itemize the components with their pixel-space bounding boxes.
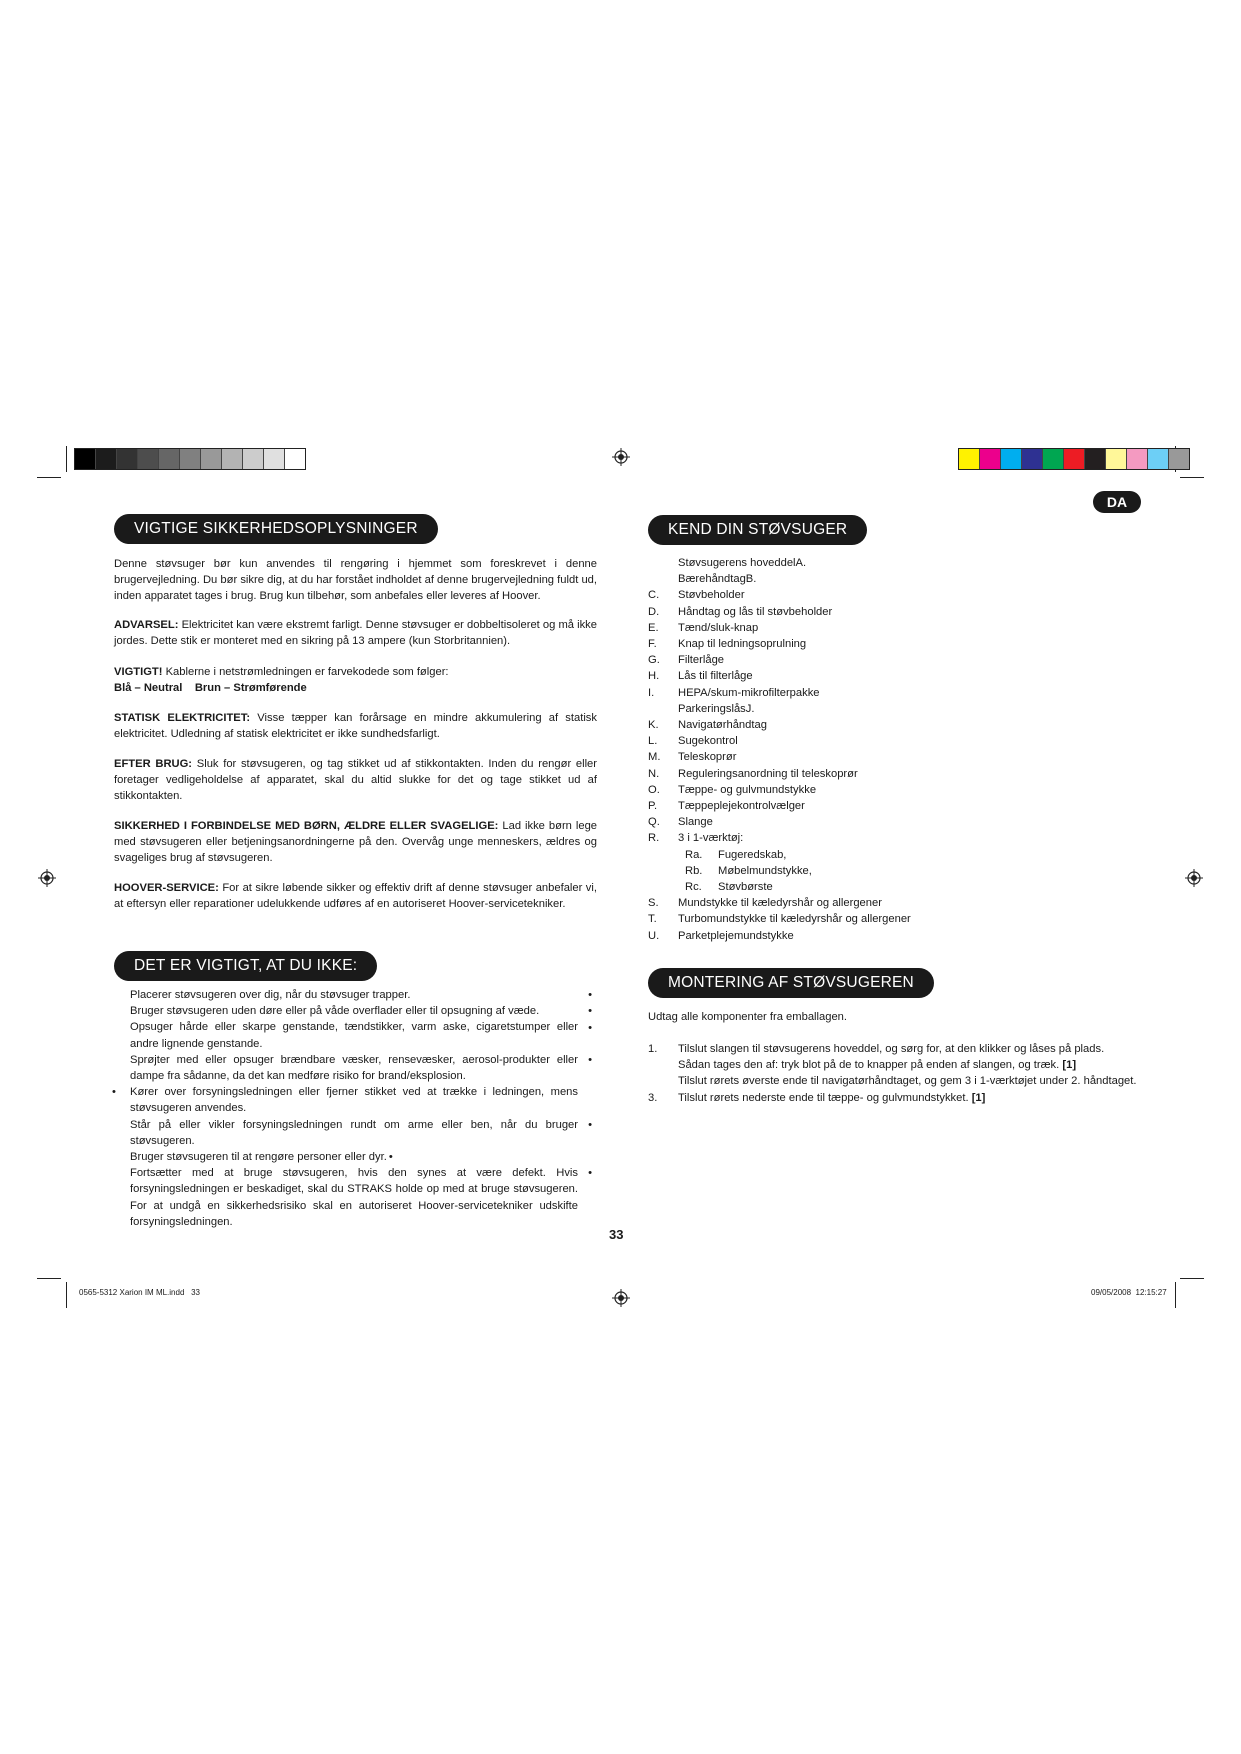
page-number: 33 — [609, 1227, 624, 1242]
donts-list — [112, 987, 592, 1230]
list-item: O. Tæppe- og gulvmundstykke — [648, 783, 817, 796]
static-paragraph — [114, 710, 597, 742]
assembly-intro: Udtag alle komponenter fra emballagen. — [648, 1011, 848, 1023]
important-paragraph — [114, 664, 597, 696]
know-your-vacuum-heading: KEND DIN STØVSUGER — [648, 515, 867, 545]
bullet-icon: • — [388, 1151, 393, 1164]
list-item: 3. Tilslut rørets nederste ende til tæppe- og gulvmundstykket. [1] — [648, 1091, 986, 1104]
list-item: K. Navigatørhåndtag — [648, 719, 767, 732]
gray-swatch — [75, 449, 96, 469]
list-item: N. Reguleringsanordning til teleskoprør — [648, 767, 858, 780]
figure-reference: [1] — [1062, 1059, 1077, 1072]
crop-mark — [1175, 1282, 1176, 1308]
registration-mark-icon — [612, 1289, 630, 1307]
gray-swatch — [201, 449, 222, 469]
children-paragraph — [114, 818, 597, 867]
warning-text: Elektricitet kan være ekstremt farligt. Denne støvsuger er dobbeltisoleret og må ikke jordes. Dette stik er monteret med en sikring på 13 ampere (kun Storbritannien). — [114, 619, 598, 648]
list-item: Sprøjter med eller opsuger brændbare væsker, rensevæsker, aerosol-produkter eller dampe fra sådanne, da det kan medføre risiko for brand/eksplosion. • — [130, 1053, 592, 1083]
gray-swatch — [285, 449, 305, 469]
crop-mark — [66, 1282, 67, 1308]
gray-swatch — [96, 449, 117, 469]
color-swatch — [1106, 449, 1127, 469]
safety-heading: VIGTIGE SIKKERHEDSOPLYSNINGER — [114, 514, 438, 544]
footer-timestamp: 09/05/2008 12:15:27 — [1091, 1288, 1167, 1297]
bullet-icon: • — [588, 989, 592, 1001]
crop-mark — [37, 477, 61, 478]
list-item: U. Parketplejemundstykke — [648, 929, 794, 942]
bullet-icon: • — [588, 1054, 592, 1067]
color-calibration-bar — [958, 448, 1190, 470]
warning-label: ADVARSEL: — [114, 619, 179, 631]
gray-swatch — [159, 449, 180, 469]
service-paragraph — [114, 880, 597, 912]
list-item: ParkeringslåsJ. — [678, 702, 755, 715]
crop-mark — [1180, 1278, 1204, 1279]
crop-mark — [37, 1278, 61, 1279]
list-item: L. Sugekontrol — [648, 735, 738, 748]
after-use-text: Sluk for støvsugeren, og tag stikket ud af stikkontakten. Inden du rengør eller foretager vedligeholdelse af apparatet, skal du altid slukke for det og tage stikket ud af stikkontakten. — [114, 758, 598, 803]
gray-swatch — [180, 449, 201, 469]
bullet-icon: • — [588, 1005, 592, 1018]
crop-mark — [1180, 477, 1204, 478]
list-item: S. Mundstykke til kæledyrshår og allergener — [648, 897, 882, 910]
parts-list — [648, 555, 911, 944]
list-item: C. Støvbeholder — [648, 589, 745, 602]
gray-swatch — [138, 449, 159, 469]
color-swatch — [1148, 449, 1169, 469]
warning-paragraph — [114, 617, 597, 649]
list-item: Rb. Møbelmundstykke, — [685, 864, 812, 877]
registration-mark-icon — [612, 448, 630, 466]
list-item: Sådan tages den af: tryk blot på de to knapper på enden af slangen, og træk. [1] — [678, 1059, 1077, 1072]
bullet-icon: • — [588, 1021, 592, 1034]
color-swatch — [1022, 449, 1043, 469]
after-use-paragraph — [114, 756, 597, 805]
list-item: Ra. Fugeredskab, — [685, 848, 787, 861]
children-text: Lad ikke børn lege med støvsugeren eller betjeningsanordningerne på den. Overvåg unge menneskers, ældres og svageliges brug af støvsugeren. — [114, 820, 598, 865]
registration-mark-icon — [38, 869, 56, 887]
list-item: Kører over forsyningsledningen eller fjerner stikket ved at trække i ledningen, mens støvsugeren anvendes. • — [112, 1086, 578, 1115]
important-text: Kablerne i netstrømledningen er farvekodede som følger: — [165, 666, 449, 678]
intro-paragraph: Denne støvsuger bør kun anvendes til rengøring i hjemmet som foreskrevet i denne brugervejledning. Du bør sikre dig, at du har forstået indholdet af denne brugervejledning fuldt ud, inden apparatet tages i brug. Brug kun tilbehør, som anbefales eller leveres af Hoover. — [114, 558, 597, 603]
gray-swatch — [222, 449, 243, 469]
color-swatch — [980, 449, 1001, 469]
assembly-heading: MONTERING AF STØVSUGEREN — [648, 968, 934, 998]
static-label: STATISK ELEKTRICITET: — [114, 712, 251, 724]
list-item: 1. Tilslut slangen til støvsugerens hoveddel, og sørg for, at den klikker og låses på plads. — [648, 1043, 1105, 1055]
list-item: G. Filterlåge — [648, 654, 725, 667]
list-item: Tilslut rørets øverste ende til navigatørhåndtaget, og gem 3 i 1-værktøjet under 2. håndtaget. — [678, 1075, 1137, 1088]
footer-file-info: 0565-5312 Xarion IM ML.indd 33 — [79, 1288, 200, 1297]
children-label: SIKKERHED I FORBINDELSE MED BØRN, ÆLDRE ELLER SVAGELIGE: — [114, 820, 499, 832]
color-swatch — [1169, 449, 1189, 469]
color-swatch — [959, 449, 980, 469]
assembly-steps — [648, 1041, 1154, 1106]
color-swatch — [1085, 449, 1106, 469]
color-swatch — [1043, 449, 1064, 469]
figure-reference: [1] — [971, 1091, 986, 1104]
bullet-icon: • — [588, 1118, 592, 1131]
list-item: Q. Slange — [648, 816, 713, 829]
gray-swatch — [243, 449, 264, 469]
list-item: Står på eller vikler forsyningsledningen rundt om arme eller ben, når du bruger støvsugeren. • — [130, 1118, 592, 1147]
important-label: VIGTIGT! — [114, 666, 163, 678]
service-text: For at sikre løbende sikker og effektiv drift af denne støvsuger anbefaler vi, at eftersyn eller reparationer udelukkende udføres af en autoriseret Hoover-servicetekniker. — [114, 882, 597, 911]
list-item: Støvsugerens hoveddelA. — [678, 557, 807, 569]
color-swatch — [1001, 449, 1022, 469]
list-item: E. Tænd/sluk-knap — [648, 621, 759, 634]
list-item: BærehåndtagB. — [678, 573, 757, 586]
list-item: R. 3 i 1-værktøj: — [648, 832, 744, 845]
list-item: Rc. Støvbørste — [685, 881, 773, 894]
wire-colors: Blå – Neutral Brun – Strømførende — [114, 682, 307, 695]
list-item: Bruger støvsugeren til at rengøre personer eller dyr. • — [130, 1151, 393, 1164]
list-item: Bruger støvsugeren uden døre eller på våde overflader eller til opsugning af væde. • — [112, 1003, 592, 1019]
list-item: Placerer støvsugeren over dig, når du støvsuger trapper. • — [112, 987, 592, 1003]
after-use-label: EFTER BRUG: — [114, 758, 193, 770]
bullet-icon: • — [112, 1086, 116, 1099]
gray-swatch — [264, 449, 285, 469]
gray-swatch — [117, 449, 138, 469]
donts-heading: DET ER VIGTIGT, AT DU IKKE: — [114, 951, 377, 981]
list-item: T. Turbomundstykke til kæledyrshår og allergener — [648, 913, 911, 926]
list-item: D. Håndtag og lås til støvbeholder — [648, 605, 833, 618]
list-item: H. Lås til filterlåge — [648, 670, 753, 683]
bullet-icon: • — [588, 1167, 592, 1180]
list-item: Fortsætter med at bruge støvsugeren, hvis den synes at være defekt. Hvis forsyningsledningen er beskadiget, skal du STRAKS holde op med at bruge støvsugeren. For at undgå en sikkerhedsrisiko skal en autoriseret Hoover-servicetekniker udskifte forsyningsledningen. • — [130, 1167, 592, 1228]
grayscale-calibration-bar — [74, 448, 306, 470]
list-item: P. Tæppeplejekontrolvælger — [648, 800, 805, 813]
static-text: Visse tæpper kan forårsage en mindre akkumulering af statisk elektricitet. Udledning af statisk elektricitet er ikke sundhedsfarligt. — [114, 712, 597, 741]
list-item: Opsuger hårde eller skarpe genstande, tændstikker, varm aske, cigaretstumper eller andre lignende genstande. • — [130, 1021, 592, 1050]
service-label: HOOVER-SERVICE: — [114, 882, 219, 894]
list-item: I. HEPA/skum-mikrofilterpakke — [648, 686, 820, 699]
color-swatch — [1064, 449, 1085, 469]
crop-mark — [66, 446, 67, 472]
color-swatch — [1127, 449, 1148, 469]
language-badge: DA — [1093, 491, 1141, 513]
list-item: F. Knap til ledningsoprulning — [648, 638, 807, 651]
list-item: M. Teleskoprør — [648, 751, 737, 764]
registration-mark-icon — [1185, 869, 1203, 887]
